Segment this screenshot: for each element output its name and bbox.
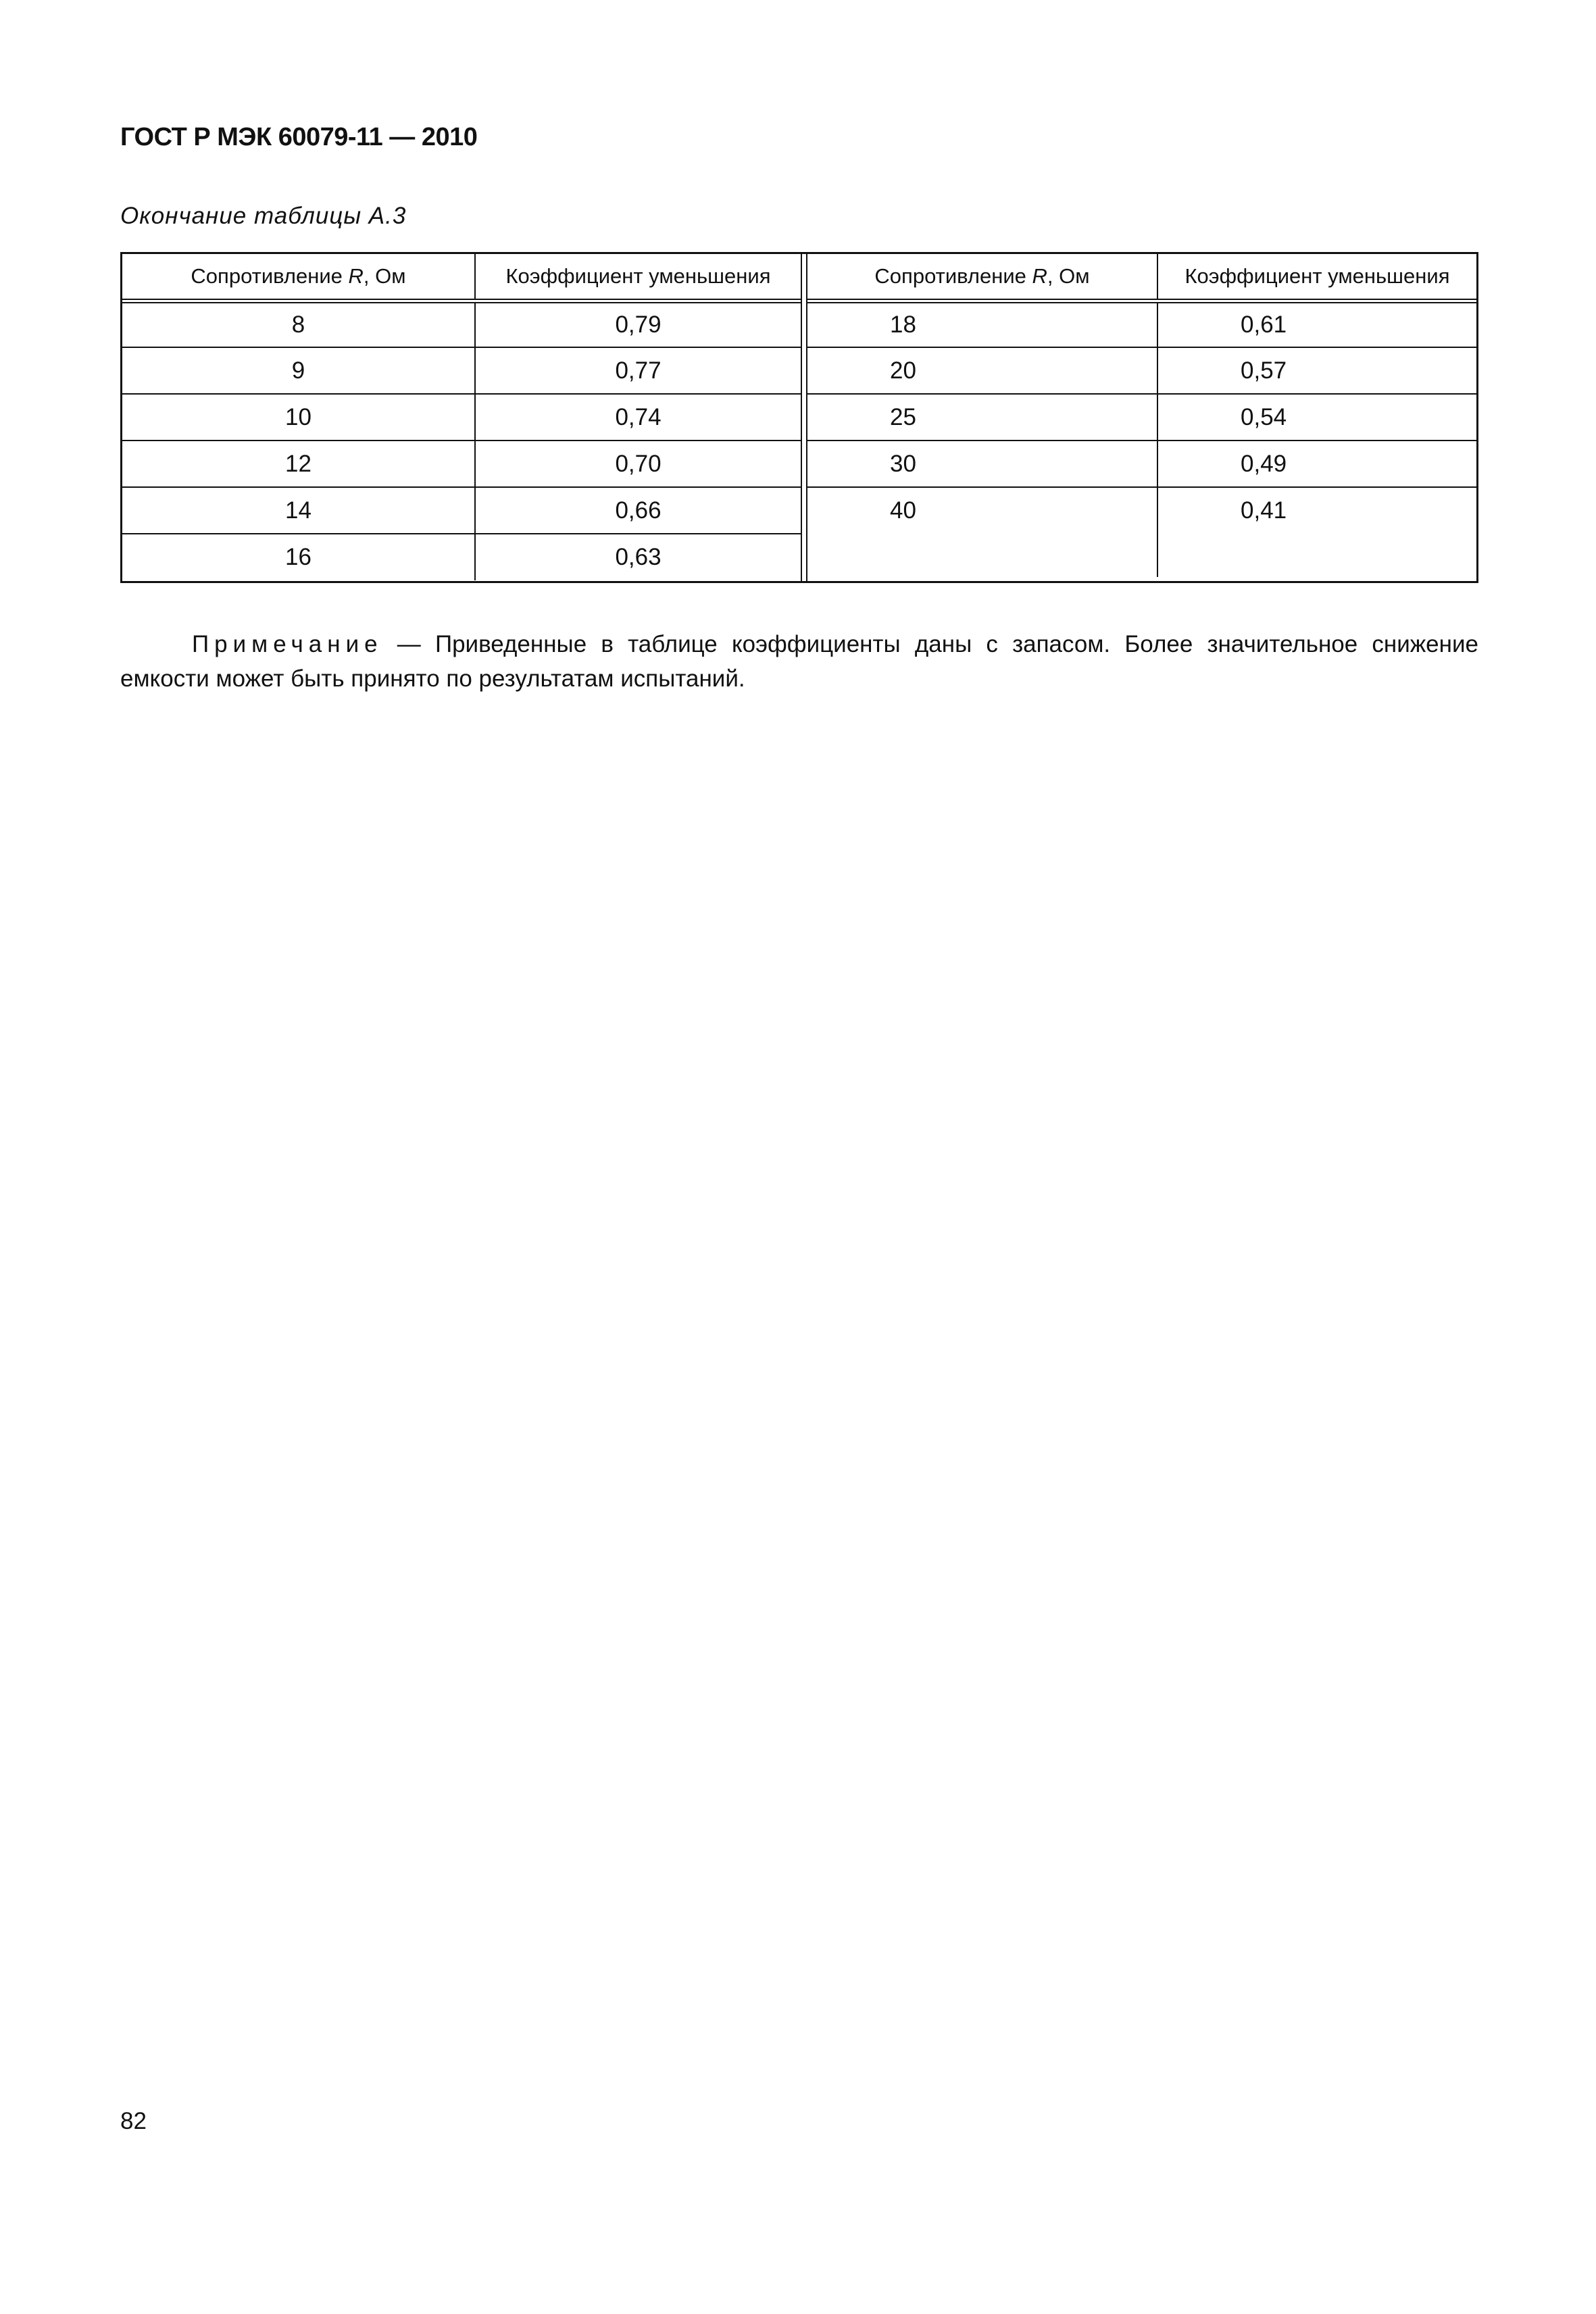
page-number: 82 <box>120 2108 147 2134</box>
resistance-cell: 40 <box>807 487 1157 577</box>
resistance-cell: 8 <box>122 301 475 347</box>
column-header-resistance <box>807 254 1157 301</box>
resistance-cell: 18 <box>807 301 1157 347</box>
coefficient-table <box>120 252 1478 583</box>
resistance-cell: 30 <box>807 441 1157 487</box>
note-text: Приведенные в таблице коэффициенты даны с запасом. Более значительное снижение емкости может быть принято по результатам испытаний. <box>120 631 1478 692</box>
coefficient-cell: 0,54 <box>1157 394 1476 441</box>
table-row <box>122 441 801 487</box>
table-row <box>122 301 801 347</box>
table-row <box>807 441 1476 487</box>
header-row <box>122 254 801 301</box>
table-right-half <box>807 254 1476 581</box>
coefficient-cell: 0,74 <box>475 394 801 441</box>
table-double-divider <box>801 254 807 581</box>
resistance-cell: 9 <box>122 347 475 394</box>
note-label: Примечание <box>192 631 383 657</box>
table-left-half <box>122 254 801 581</box>
left-grid <box>122 254 801 580</box>
resistance-cell: 12 <box>122 441 475 487</box>
column-header-coefficient <box>1157 254 1476 301</box>
table-row <box>807 394 1476 441</box>
resistance-cell: 20 <box>807 347 1157 394</box>
coefficient-cell: 0,57 <box>1157 347 1476 394</box>
header-row <box>807 254 1476 301</box>
table-row <box>807 487 1476 577</box>
column-header-coefficient <box>475 254 801 301</box>
resistance-cell: 16 <box>122 534 475 580</box>
coefficient-cell: 0,41 <box>1241 497 1287 524</box>
column-header-resistance <box>122 254 475 301</box>
coefficient-cell: 0,66 <box>475 487 801 534</box>
table-row <box>807 347 1476 394</box>
resistance-cell: 10 <box>122 394 475 441</box>
coefficient-cell: 0,49 <box>1157 441 1476 487</box>
coefficient-cell: 0,70 <box>475 441 801 487</box>
table-caption: Окончание таблицы А.3 <box>120 203 407 229</box>
table-row <box>122 534 801 580</box>
resistance-symbol: R <box>1032 263 1047 288</box>
table-row <box>122 487 801 534</box>
resistance-cell: 14 <box>122 487 475 534</box>
column-header-label: Коэффициент уменьшения <box>1184 263 1450 288</box>
right-grid <box>807 254 1476 577</box>
coefficient-cell: 0,77 <box>475 347 801 394</box>
resistance-cell: 25 <box>807 394 1157 441</box>
coefficient-cell: 0,79 <box>475 301 801 347</box>
table-note <box>120 627 1478 696</box>
note-dash: — <box>382 631 435 657</box>
table-row <box>122 394 801 441</box>
document-header: ГОСТ Р МЭК 60079-11 — 2010 <box>120 123 478 151</box>
table-row <box>807 301 1476 347</box>
resistance-symbol: R <box>348 263 364 288</box>
coefficient-cell: 0,63 <box>615 544 662 570</box>
table-row <box>122 347 801 394</box>
column-header-label: Сопротивление R, Ом <box>874 263 1090 288</box>
column-header-label: Коэффициент уменьшения <box>505 263 771 288</box>
coefficient-cell: 0,61 <box>1157 301 1476 347</box>
column-header-label: Сопротивление R, Ом <box>191 263 406 288</box>
